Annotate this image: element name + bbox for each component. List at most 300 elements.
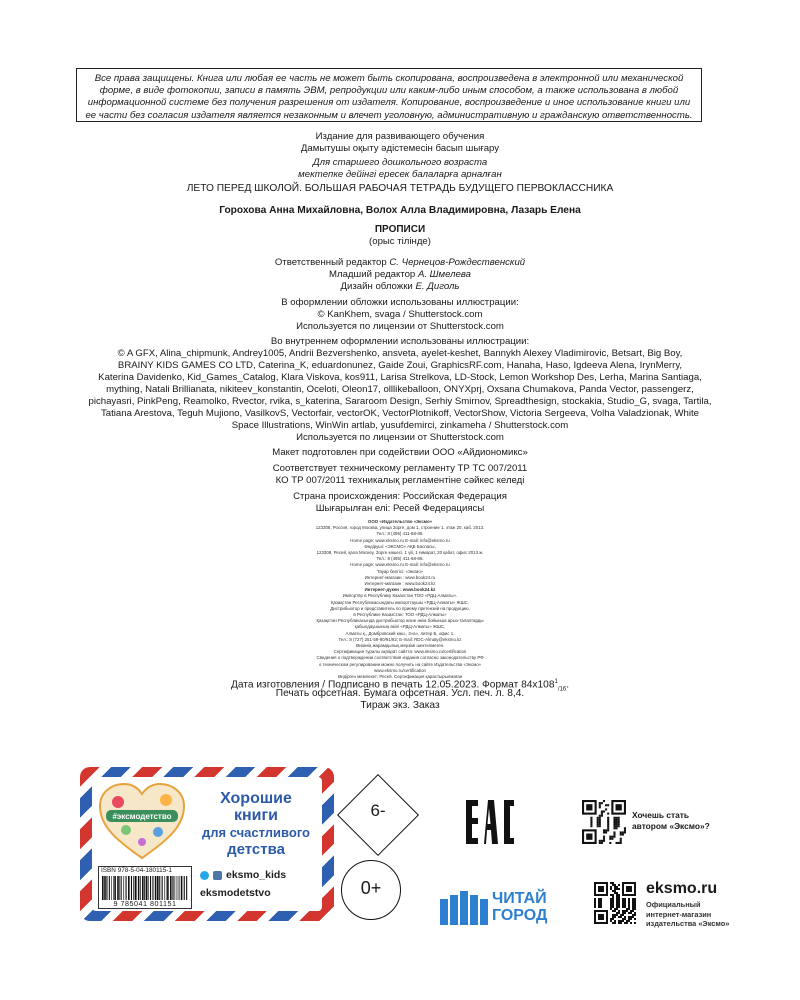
qr-module — [613, 836, 615, 838]
qr-module — [634, 904, 636, 906]
qr-module — [624, 918, 626, 920]
fineprint-line: Home page: www.eksmo.ru E-mail: info@eksmo.ru — [350, 537, 450, 543]
qr-module — [618, 894, 620, 896]
editor-label: Дизайн обложки — [340, 281, 413, 292]
slogan-line: для счастливого — [202, 825, 310, 840]
qr-module — [610, 904, 612, 906]
barcode-bar — [106, 876, 107, 900]
inner-illus-header: Во внутреннем оформлении использованы иллюстрации: — [270, 336, 530, 347]
qr-module — [612, 904, 614, 906]
qr-module — [628, 912, 630, 914]
book-stack-icon — [440, 891, 488, 925]
qr-module — [628, 902, 630, 904]
fineprint-line: Импортёр в Республику Казахстан ТОО «РДЦ-Алматы». — [342, 593, 458, 599]
fineprint-line: қабылдаушының өкілі «РДЦ-Алматы» ЖШС, — [354, 624, 446, 630]
fineprint-line: Тел.: 8 (727) 251-59-90/91/92; E-mail: RDC-Almaty@eksmo.kz — [338, 636, 462, 642]
qr-module — [601, 842, 603, 844]
telegram-icon — [200, 871, 209, 880]
qr-module — [610, 888, 612, 890]
qr-module — [622, 834, 624, 836]
editor-line-3 — [0, 281, 800, 293]
barcode-bar — [186, 876, 187, 900]
fineprint-line: Home page: www.eksmo.ru E-mail: info@eksmo.ru — [350, 562, 450, 568]
age-rating: 0+ — [360, 878, 382, 898]
flower-icon — [160, 794, 172, 806]
qr-module — [624, 829, 626, 831]
fineprint-line: Сертификация туралы ақпарат сайтта: www.eksmo.ru/certification — [333, 649, 467, 655]
slogan-line: детства — [227, 841, 285, 858]
qr-module — [614, 916, 616, 918]
qr-caption-line: автором «Эксмо»? — [632, 821, 710, 831]
qr-module — [612, 898, 614, 900]
qr-module — [620, 842, 622, 844]
qr-module — [597, 817, 599, 819]
heart-tag: #эксмодетство — [112, 812, 172, 821]
print-date: Дата изготовления / Подписано в печать 12.05.2023. Формат 84x108 — [230, 679, 555, 691]
qr-module — [634, 922, 636, 924]
qr-module — [618, 902, 620, 904]
qr-module — [616, 819, 618, 821]
qr-module — [597, 823, 599, 825]
qr-module — [616, 902, 618, 904]
inner-illus-line: BRAINY KIDS GAMES CO LTD, Caterina_K, eduardonunez, Gaide Zoui, GraphicsRF.com, Hanaha, Haso, Igdeeva Alena, IrynMerry, — [117, 360, 683, 371]
qr-module — [620, 922, 622, 924]
qr-module — [601, 810, 603, 812]
social-links — [200, 869, 286, 899]
qr-module — [607, 827, 609, 829]
qr-module — [616, 896, 618, 898]
qr-module — [599, 825, 601, 827]
barcode-bar — [146, 876, 148, 900]
barcode-bar — [138, 876, 139, 900]
qr-module — [601, 815, 603, 817]
book-title: ПРОПИСИ — [374, 224, 426, 235]
qr-module — [599, 842, 601, 844]
barcode-bar — [126, 876, 127, 900]
qr-module — [618, 819, 620, 821]
editor-name: А. Шмелева — [417, 269, 471, 280]
barcode-bar — [123, 876, 124, 900]
regulation-kz: КО ТР 007/2011 техникалық регламентіне сәйкес келеді — [275, 475, 525, 486]
qr-module — [616, 888, 618, 890]
qr-module — [616, 821, 618, 823]
qr-module — [610, 886, 612, 888]
qr-module — [611, 838, 613, 840]
qr-module — [590, 819, 592, 821]
barcode-bar — [109, 876, 110, 900]
qr-module — [611, 836, 613, 838]
print-date-line: Дата изготовления / Подписано в печать 12.05.2023. Формат $84x108^1_{/16}$. — [230, 679, 570, 693]
qr-module — [598, 906, 600, 908]
qr-module — [632, 902, 634, 904]
qr-module — [618, 823, 620, 825]
leaf-icon — [121, 825, 131, 835]
fineprint-line: Тел.: 8 (495) 411-68-86. — [376, 531, 424, 537]
qr-module — [612, 894, 614, 896]
slogan-line: книги — [233, 807, 278, 824]
format-sub: /16 — [557, 686, 567, 693]
origin-ru: Страна происхождения: Российская Федерация — [293, 491, 507, 502]
qr-module — [613, 827, 615, 829]
qr-module — [628, 900, 630, 902]
inner-illus-line: Tatiana Arestova, Teguh Mujiono, VasilkovS, Vectorfair, vectorOK, VectorPlotnikoff, VectorShow, Victoria Sergeeva, Volha Valadzionak, White — [101, 408, 699, 419]
barcode-bar — [140, 876, 141, 900]
barcode-bar — [152, 876, 153, 900]
qr-module — [605, 804, 607, 806]
qr-module — [630, 918, 632, 920]
qr-module — [618, 904, 620, 906]
qr-module — [620, 838, 622, 840]
age-mark: 6- — [370, 801, 386, 820]
qr-module — [597, 821, 599, 823]
qr-module — [616, 892, 618, 894]
qr-module — [630, 912, 632, 914]
fineprint-line: Дистрибьютор и представитель по приему претензий на продукцию, — [330, 605, 470, 611]
fineprint-line: ООО «Издательство «Эксмо» — [367, 519, 433, 524]
qr-module — [598, 898, 600, 900]
qr-module — [616, 825, 618, 827]
barcode-bar — [181, 876, 183, 900]
qr-module — [628, 898, 630, 900]
qr-module — [624, 827, 626, 829]
qr-module — [612, 906, 614, 908]
qr-module — [600, 906, 602, 908]
barcode-bar — [135, 876, 137, 900]
qr-module — [616, 894, 618, 896]
qr-module — [628, 906, 630, 908]
qr-module — [622, 912, 624, 914]
qr-module — [632, 898, 634, 900]
qr-module — [616, 842, 618, 844]
qr-module — [614, 888, 616, 890]
qr-module — [610, 920, 612, 922]
age-ru: Для старшего дошкольного возраста — [312, 157, 488, 168]
barcode-bar — [142, 876, 144, 900]
qr-module — [610, 906, 612, 908]
fineprint-line: Интернет-дүкен : www.book24.kz — [364, 587, 436, 593]
publisher-fineprint — [250, 519, 550, 680]
qr-module — [599, 821, 601, 823]
qr-module — [605, 829, 607, 831]
fineprint-line: Тауар белгісі: «Эксмо» — [376, 568, 424, 574]
editor-line-2 — [0, 269, 800, 281]
qr-module — [600, 900, 602, 902]
star-icon — [138, 838, 146, 846]
qr-module — [618, 896, 620, 898]
qr-module — [616, 827, 618, 829]
layout-note: Макет подготовлен при содействии ООО «Айдиономикс» — [272, 447, 528, 458]
qr-module — [594, 900, 596, 902]
qr-module — [594, 902, 596, 904]
qr-code-icon[interactable] — [594, 882, 636, 924]
barcode-bar — [157, 876, 159, 900]
qr-module — [612, 900, 614, 902]
fineprint-line: Алматы қ., Домбровский көш., 3«а», литер Б, офис 1. — [345, 630, 455, 636]
qr-module — [600, 898, 602, 900]
qr-module — [614, 908, 616, 910]
qr-module — [622, 900, 624, 902]
age-kz: мектепке дейінгі ересек балаларға арналған — [298, 169, 502, 180]
qr-module — [620, 840, 622, 842]
qr-module — [618, 900, 620, 902]
qr-module — [624, 906, 626, 908]
qr-module — [599, 819, 601, 821]
qr-module — [607, 825, 609, 827]
qr-module — [634, 902, 636, 904]
barcode-bar — [144, 876, 145, 900]
barcode-bar — [167, 876, 169, 900]
qr-module — [590, 825, 592, 827]
qr-module — [609, 836, 611, 838]
qr-module — [628, 920, 630, 922]
qr-module — [607, 823, 609, 825]
qr-module — [607, 829, 609, 831]
qr-module — [618, 825, 620, 827]
qr-module — [630, 910, 632, 912]
qr-module — [612, 890, 614, 892]
edition-type-kz: Дамытушы оқыту әдістемесін басып шығару — [300, 143, 500, 154]
qr-module — [599, 817, 601, 819]
qr-module — [610, 900, 612, 902]
fineprint-line: Қазақстан Республикасындағы импорттаушы «РДЦ-Алматы» ЖШС. — [330, 599, 470, 605]
qr-module — [622, 914, 624, 916]
qr-module — [632, 908, 634, 910]
fineprint-line: 123308, Ресей, қала Мәскеу, Зорге көшесі, 1 үй, 1 ғимарат, 20 қабат, офис 2013 ж. — [316, 550, 484, 556]
qr-module — [599, 823, 601, 825]
qr-module — [600, 902, 602, 904]
qr-module — [612, 884, 614, 886]
qr-module — [607, 813, 609, 815]
qr-module — [628, 904, 630, 906]
qr-module — [616, 914, 618, 916]
qr-finder — [616, 804, 622, 810]
qr-module — [599, 804, 601, 806]
qr-module — [601, 813, 603, 815]
qr-finder — [586, 804, 592, 810]
qr-module — [626, 910, 628, 912]
qr-module — [613, 823, 615, 825]
qr-module — [622, 904, 624, 906]
license-line: Используется по лицензии от Shutterstock.com — [296, 432, 504, 443]
qr-module — [607, 804, 609, 806]
barcode-bar — [131, 876, 132, 900]
qr-module — [613, 831, 615, 833]
qr-module — [618, 898, 620, 900]
barcode-bar — [178, 876, 179, 900]
qr-module — [601, 840, 603, 842]
qr-module — [634, 912, 636, 914]
qr-module — [622, 902, 624, 904]
edition-type-ru: Издание для развивающего обучения — [315, 131, 485, 142]
ball-icon — [153, 827, 163, 837]
qr-module — [630, 922, 632, 924]
qr-module — [624, 831, 626, 833]
qr-module — [618, 912, 620, 914]
qr-caption-line: Хочешь стать — [632, 810, 690, 820]
qr-module — [622, 920, 624, 922]
qr-module — [599, 840, 601, 842]
qr-module — [622, 831, 624, 833]
qr-module — [594, 898, 596, 900]
fineprint-line: Өндіруші: «ЭКСМО» АҚБ Баспасы, — [364, 543, 436, 549]
qr-module — [624, 922, 626, 924]
circulation: Тираж экз. Заказ — [360, 700, 440, 711]
authors: Горохова Анна Михайловна, Волох Алла Владимировна, Лазарь Елена — [219, 205, 581, 216]
barcode-bar — [166, 876, 167, 900]
eac-icon — [462, 796, 518, 848]
qr-module — [624, 904, 626, 906]
barcode-bar — [159, 876, 160, 900]
editor-label: Ответственный редактор — [274, 257, 387, 268]
qr-module — [612, 914, 614, 916]
qr-module — [598, 902, 600, 904]
qr-module — [626, 908, 628, 910]
qr-module — [607, 817, 609, 819]
regulation-ru: Соответствует техническому регламенту ТР ТС 007/2011 — [272, 463, 528, 474]
qr-module — [618, 916, 620, 918]
qr-module — [618, 817, 620, 819]
qr-module — [603, 800, 605, 802]
barcode-bar — [164, 876, 165, 900]
editor-name: Е. Диголь — [415, 281, 460, 292]
chitai-gorod-logo — [440, 887, 560, 931]
cover-illus-header: В оформлении обложки использованы иллюстрации: — [281, 297, 519, 308]
qr-module — [600, 904, 602, 906]
qr-finder — [586, 834, 592, 840]
qr-module — [601, 802, 603, 804]
qr-module — [612, 910, 614, 912]
qr-module — [634, 900, 636, 902]
qr-module — [614, 914, 616, 916]
barcode-bar — [133, 876, 134, 900]
eksmo-desc — [646, 900, 729, 929]
qr-module — [618, 821, 620, 823]
qr-module — [632, 916, 634, 918]
fineprint-line: www.eksmo.ru/certification — [374, 667, 426, 673]
rights-notice: Все права защищены. Книга или любая ее часть не может быть скопирована, воспроизведена в электронной или механической форме, в виде фотокопии, записи в память ЭВМ, репродукции или каким-либо иным способом, а также использована в любой информационной системе без получения разрешения от издателя. Копирование, воспроизведение и иное использование книги или ее части без согласия издателя является незаконным и влечет уголовную, административную и гражданскую ответственность. — [76, 68, 702, 122]
qr-module — [614, 886, 616, 888]
series-title: ЛЕТО ПЕРЕД ШКОЛОЙ. БОЛЬШАЯ РАБОЧАЯ ТЕТРАДЬ БУДУЩЕГО ПЕРВОКЛАССНИКА — [186, 183, 614, 194]
inner-illus-line: © A GFX, Alina_chipmunk, Andrey1005, Andrii Bezvershenko, ansveta, ayelet-keshet, Bannykh Alexey Vladimirovic, Betsart, Big Boy, — [117, 348, 683, 359]
qr-module — [610, 918, 612, 920]
qr-module — [610, 882, 612, 884]
qr-module — [616, 904, 618, 906]
qr-module — [610, 902, 612, 904]
qr-module — [618, 842, 620, 844]
qr-module — [624, 898, 626, 900]
barcode-bar — [114, 876, 116, 900]
qr-module — [613, 819, 615, 821]
qr-module — [597, 825, 599, 827]
flower-icon — [112, 796, 124, 808]
vk-icon — [213, 871, 222, 880]
qr-caption — [632, 810, 710, 832]
barcode-bar — [104, 876, 106, 900]
print-specs: Печать офсетная. Бумага офсетная. Усл. печ. л. 8,4. — [275, 688, 525, 699]
eksmo-site[interactable]: eksmo.ru — [646, 880, 718, 897]
barcode-bar — [176, 876, 177, 900]
qr-module — [632, 914, 634, 916]
qr-module — [632, 904, 634, 906]
qr-module — [616, 908, 618, 910]
qr-module — [598, 900, 600, 902]
qr-module — [630, 916, 632, 918]
qr-finder — [598, 914, 604, 920]
barcode-bar — [117, 876, 119, 900]
eksmo-desc-line: Официальный — [646, 900, 701, 909]
qr-module — [624, 900, 626, 902]
qr-module — [594, 904, 596, 906]
qr-module — [612, 902, 614, 904]
qr-module — [634, 918, 636, 920]
qr-code-icon[interactable] — [582, 800, 626, 844]
qr-module — [620, 831, 622, 833]
qr-module — [622, 918, 624, 920]
book-lang: (орыс тілінде) — [369, 236, 431, 247]
fineprint-line: в Республике Казахстан: ТОО «РДЦ-Алматы» — [353, 612, 447, 618]
qr-module — [618, 884, 620, 886]
qr-module — [628, 918, 630, 920]
qr-module — [613, 825, 615, 827]
qr-module — [599, 802, 601, 804]
qr-module — [620, 834, 622, 836]
qr-module — [624, 912, 626, 914]
qr-module — [599, 815, 601, 817]
qr-module — [603, 838, 605, 840]
isbn-digits: 9 785041 801151 — [113, 899, 177, 908]
qr-module — [597, 819, 599, 821]
barcode-bar — [173, 876, 174, 900]
barcode-bar — [119, 876, 120, 900]
qr-module — [598, 904, 600, 906]
qr-module — [603, 836, 605, 838]
qr-module — [624, 902, 626, 904]
qr-module — [632, 906, 634, 908]
qr-module — [613, 821, 615, 823]
slogan-line: Хорошие — [220, 790, 292, 807]
fineprint-line: Қазақстан Республикасында дистрибьютор және өнім бойынша арыз-талаптарды — [316, 618, 484, 624]
qr-module — [634, 908, 636, 910]
qr-module — [603, 810, 605, 812]
qr-module — [634, 906, 636, 908]
social-handle-kids[interactable]: eksmo_kids — [226, 869, 287, 881]
qr-module — [622, 910, 624, 912]
eksmo-desc-line: издательства «Эксмо» — [646, 919, 730, 929]
qr-module — [610, 908, 612, 910]
qr-module — [612, 896, 614, 898]
format-sup: 1 — [554, 679, 558, 685]
qr-module — [594, 906, 596, 908]
qr-module — [618, 922, 620, 924]
heart-illustration — [96, 782, 188, 862]
barcode-bar — [184, 876, 185, 900]
qr-module — [614, 922, 616, 924]
qr-module — [614, 910, 616, 912]
inner-illus-line: pichayasri, PinkPeng, Reamolko, Rvector, rvika, s_katerina, Sararoom Design, Serhiy Smirnov, Spreadthesign, stockakia, Studio_G, svaga, Tartila, — [88, 396, 712, 407]
qr-module — [620, 916, 622, 918]
barcode-bar — [150, 876, 151, 900]
isbn: ISBN 978-5-04-180115-1 — [101, 867, 172, 874]
qr-module — [616, 912, 618, 914]
qr-module — [605, 808, 607, 810]
license-line: Используется по лицензии от Shutterstock.com — [296, 321, 504, 332]
inner-illus-line: mything, Natali Brillianata, nikiteev_konstantin, Oceloti, Oleon17, olllikeballoon, ONYXprj, Oxsana Chumakova, Panda Vector, passengerz, — [106, 384, 694, 395]
social-handle-detstvo[interactable]: eksmodetstvo — [200, 887, 271, 899]
eksmo-desc-line: интернет-магазин — [646, 909, 712, 919]
qr-module — [614, 920, 616, 922]
qr-module — [609, 842, 611, 844]
qr-module — [618, 920, 620, 922]
